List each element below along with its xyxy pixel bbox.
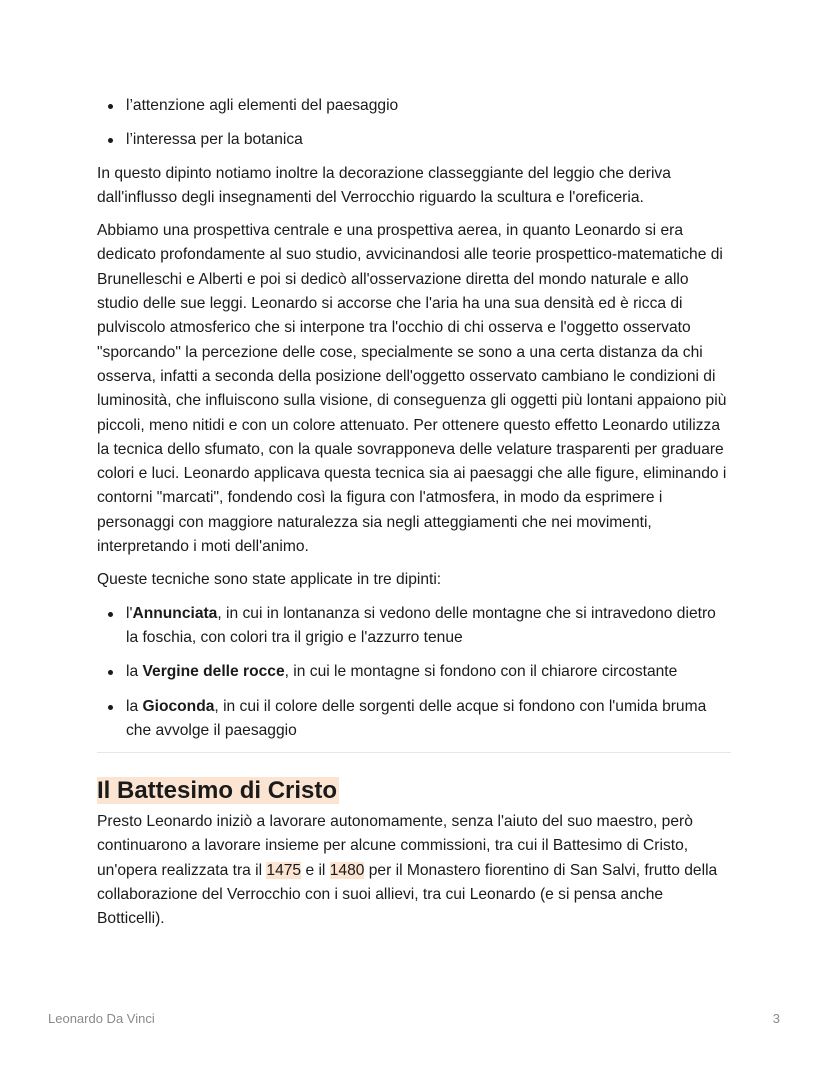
prefix: l'	[126, 604, 133, 622]
list-item	[97, 660, 731, 684]
painting-name: Annunciata	[132, 604, 218, 622]
description: , in cui in lontananza si vedono delle montagne che si intravedono dietro la foschia, con colori tra il grigio e l'azzurro tenue	[126, 604, 716, 646]
painting-name: Gioconda	[142, 697, 215, 715]
text-run: e il	[301, 861, 330, 879]
description: , in cui le montagne si fondono con il chiarore circostante	[284, 663, 678, 681]
paragraph-tecniche-intro: Queste tecniche sono state applicate in tre dipinti:	[97, 571, 442, 589]
paragraph-battesimo	[97, 810, 731, 931]
section-heading	[97, 775, 731, 807]
section-heading-text: Il Battesimo di Cristo	[97, 777, 338, 805]
footer-title: Leonardo Da Vinci	[48, 1011, 155, 1026]
list-item	[97, 695, 731, 744]
paragraph-prospettiva: Abbiamo una prospettiva centrale e una prospettiva aerea, in quanto Leonardo si era dedicato profondamente al suo studio, avvicinandosi alle teorie prospettico-matematiche di Brunelleschi e Alberti e poi si dedicò all'osservazione diretta del mondo naturale e allo studio delle sue leggi. Leonardo si accorse che l'aria ha una sua densità ed è ricca di pulviscolo atmosferico che si interpone tra l'occhio di chi osserva e l'oggetto osservato "sporcando" la percezione delle cose, specialmente se sono a una certa distanza da chi osserva, infatti a seconda della posizione dell'oggetto osservato cambiano le condizioni di luminosità, che influiscono sulla visione, di conseguenza gli oggetti più lontani appaiono più piccoli, meno nitidi e con un colore attenuato. Per ottenere questo effetto Leonardo utilizza la tecnica dello sfumato, con la quale sovrapponeva delle velature trasparenti per graduare colori e luci. Leonardo applicava questa tecnica sia ai paesaggi che alle figure, eliminando i contorni "marcati", fondendo così la figura con l'atmosfera, in modo da esprimere i personaggi con maggiore naturalezza sia negli atteggiamenti che nei movimenti, interpretando i moti dell'animo.	[97, 222, 727, 556]
list-item	[97, 602, 731, 651]
section-divider	[97, 752, 731, 753]
prefix: la	[126, 697, 143, 715]
text-run: Presto Leonardo iniziò a lavorare autonomamente, senza l'aiuto del suo maestro, però continuarono a lavorare insieme per alcune commissioni, tra cui il Battesimo di Cristo, un'opera realizzata tra il	[97, 813, 693, 879]
text-run: per il Monastero fiorentino di San Salvi, frutto della collaborazione del Verrocchio con i suoi allievi, tra cui Leonardo (e si pensa anche Botticelli).	[97, 861, 718, 928]
list-item: l’interessa per la botanica	[97, 128, 731, 152]
document-body	[97, 94, 731, 932]
painting-name: Vergine delle rocce	[142, 663, 285, 681]
paragraph-leggio: In questo dipinto notiamo inoltre la decorazione classeggiante del leggio che deriva dall'influsso degli insegnamenti del Verrocchio riguardo la scultura e l'oreficeria.	[97, 164, 671, 206]
year-highlight: 1475	[266, 861, 302, 879]
page-number: 3	[772, 1011, 780, 1026]
paintings-list	[97, 602, 731, 743]
year-highlight: 1480	[329, 861, 365, 879]
features-list	[97, 94, 731, 153]
prefix: la	[126, 663, 143, 681]
description: , in cui il colore delle sorgenti delle acque si fondono con l'umida bruma che avvolge il paesaggio	[126, 697, 707, 739]
list-item: l’attenzione agli elementi del paesaggio	[97, 94, 731, 118]
